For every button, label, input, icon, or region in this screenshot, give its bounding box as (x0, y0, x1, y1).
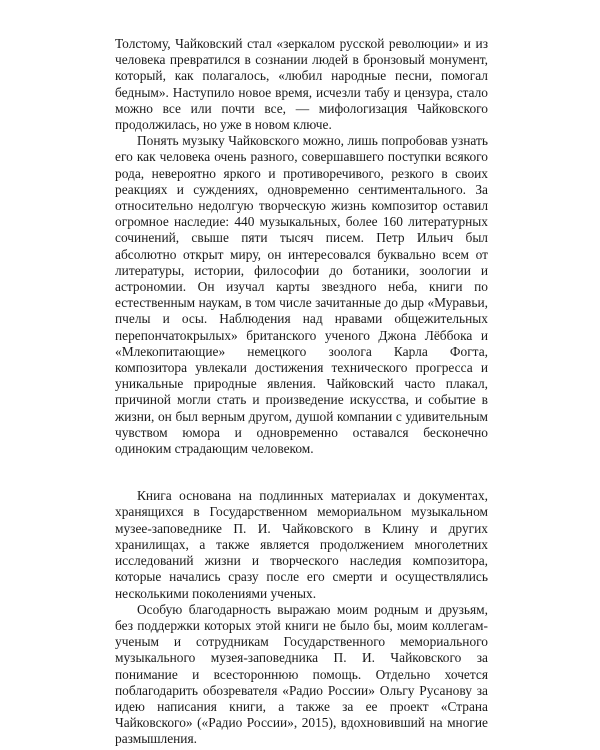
paragraph-book-sources: Книга основана на подлинных материалах и документах, хранящихся в Государственном мемориальном музыкальном музее-заповеднике П. И. Чайковского в Клину и других хранилищах, а также является продолжением многолетних исследований жизни и творческого наследия композитора, которые начались сразу после его смерти и осуществлялись несколькими поколениями ученых. (115, 488, 488, 601)
paragraph-understanding-music: Понять музыку Чайковского можно, лишь попробовав узнать его как человека очень разного, совершавшего поступки всякого рода, невероятно яркого и противоречивого, резкого в своих реакциях и суждениях, одновременно сентиментального. За относительно недолгую творческую жизнь композитор оставил огромное наследие: 440 музыкальных, более 160 литературных сочинений, свыше пяти тысяч писем. Петр Ильич был абсолютно открыт миру, он интересовался буквально всем от литературы, истории, философии до ботаники, зоологии и астрономии. Он изучал карты звездного неба, книги по естественным наукам, в том числе зачитанные до дыр «Муравьи, пчелы и осы. Наблюдения над нравами общежительных перепончатокрылых» британского ученого Джона Лёббока и «Млекопитающие» немецкого зоолога Карла Фогта, композитора увлекали достижения технического прогресса и уникальные природные явления. Чайковский часто плакал, причиной могли стать и произведение искусства, и событие в жизни, он был верным другом, душой компании с удивительным чувством юмора и одновременно оставался бесконечно одиноким страдающим человеком. (115, 133, 488, 457)
paragraph-mythologization: Толстому, Чайковский стал «зеркалом русской революции» и из человека превратился в сознании людей в бронзовый монумент, который, как полагалось, «любил народные песни, помогал бедным». Наступило новое время, исчезли табу и цензура, стало можно все или почти все, — мифологизация Чайковского продолжилась, но уже в новом ключе. (115, 36, 488, 133)
book-page (115, 36, 488, 748)
section-divider-space (115, 457, 488, 488)
section-acknowledgements (115, 488, 488, 747)
section-biography (115, 36, 488, 457)
paragraph-gratitude: Особую благодарность выражаю моим родным и друзьям, без поддержки которых этой книги не было бы, моим коллегам-ученым и сотрудникам Государственного мемориального музыкального музея-заповедника П. И. Чайковского за понимание и всестороннюю помощь. Отдельно хочется поблагодарить обозревателя «Радио России» Ольгу Русанову за идею написания книги, а также за ее проект «Страна Чайковского» («Радио России», 2015), вдохновивший на многие размышления. (115, 601, 488, 747)
